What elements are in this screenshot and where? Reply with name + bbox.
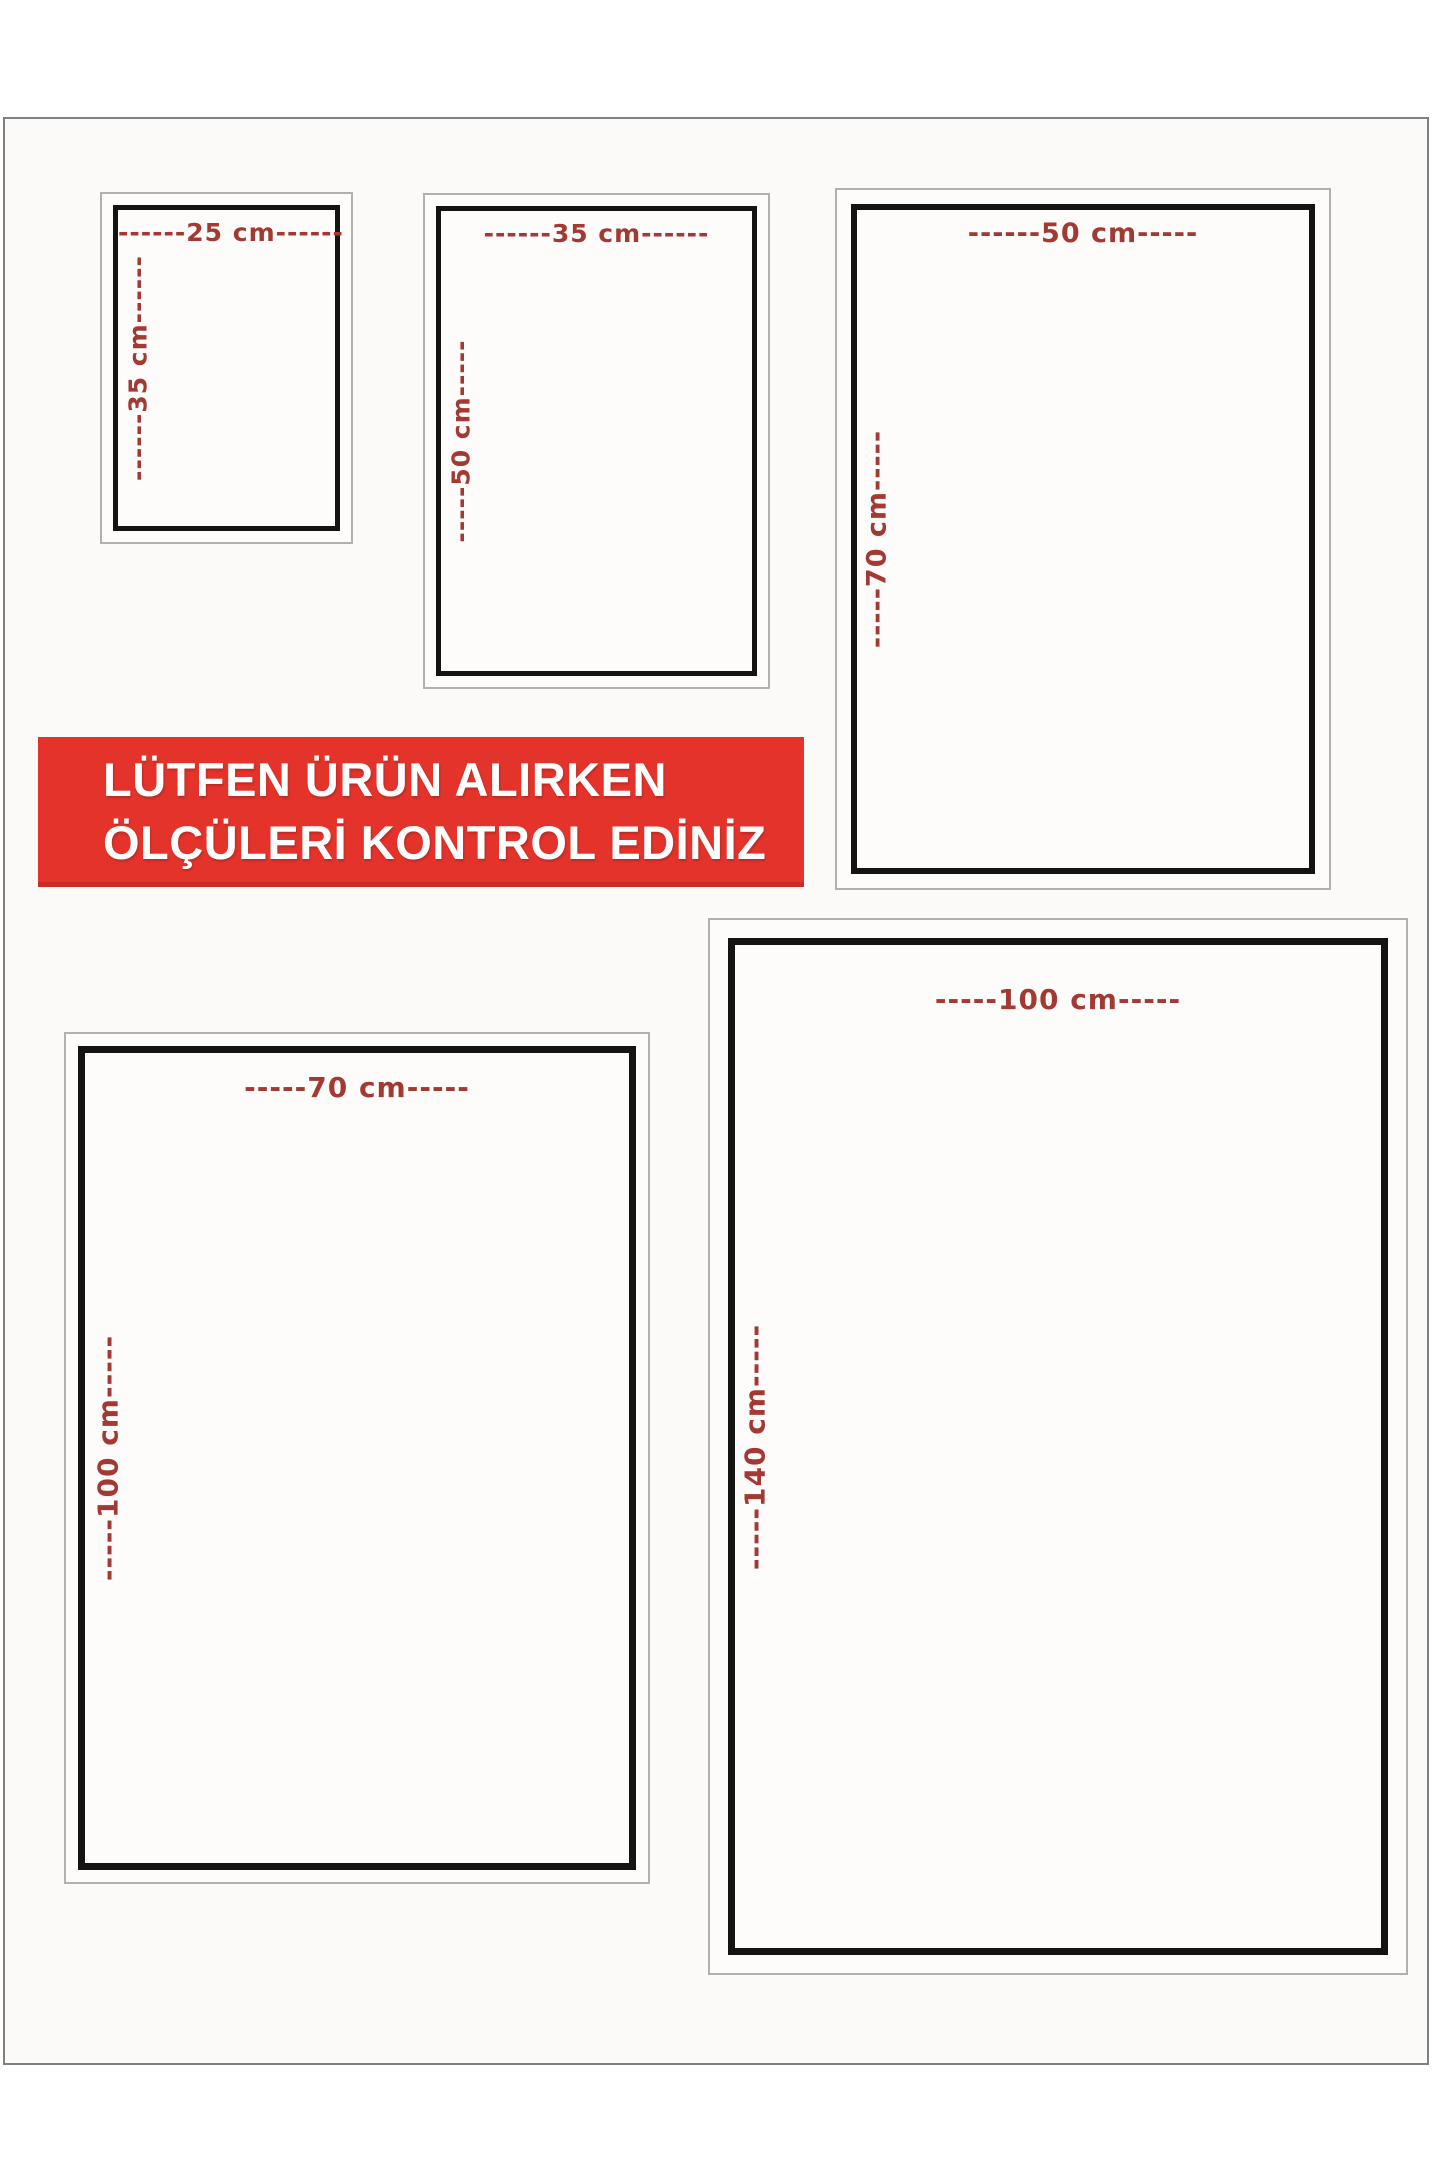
warning-banner — [38, 737, 804, 887]
width-label-70cm: -----70 cm----- — [244, 1071, 470, 1104]
height-label-100cm: -----100 cm----- — [91, 1334, 125, 1582]
height-label-50cm: -----50 cm----- — [446, 339, 476, 543]
size-box-50x70 — [835, 188, 1331, 890]
warning-banner-line1: LÜTFEN ÜRÜN ALIRKEN — [103, 753, 667, 806]
size-box-70x100-border — [78, 1046, 636, 1870]
size-box-100x140 — [708, 918, 1408, 1975]
width-label-50cm: ------50 cm----- — [967, 218, 1199, 249]
size-box-100x140-border — [728, 938, 1388, 1955]
size-box-50x70-border — [851, 204, 1315, 874]
size-box-70x100 — [64, 1032, 650, 1884]
width-label-100cm: -----100 cm----- — [934, 983, 1182, 1016]
size-box-35x50 — [423, 193, 770, 689]
width-label-35cm: ------35 cm------ — [483, 219, 710, 248]
height-label-70cm: -----70 cm----- — [861, 429, 893, 649]
size-box-25x35 — [100, 192, 353, 544]
size-box-25x35-border — [113, 205, 344, 531]
height-label-35cm: ------35 cm------ — [123, 255, 153, 481]
width-label-25cm: ------25 cm------ — [118, 218, 344, 247]
height-label-140cm: -----140 cm----- — [738, 1323, 772, 1570]
size-box-35x50-border — [436, 206, 757, 676]
warning-banner-line2: ÖLÇÜLERİ KONTROL EDİNİZ — [103, 816, 767, 869]
